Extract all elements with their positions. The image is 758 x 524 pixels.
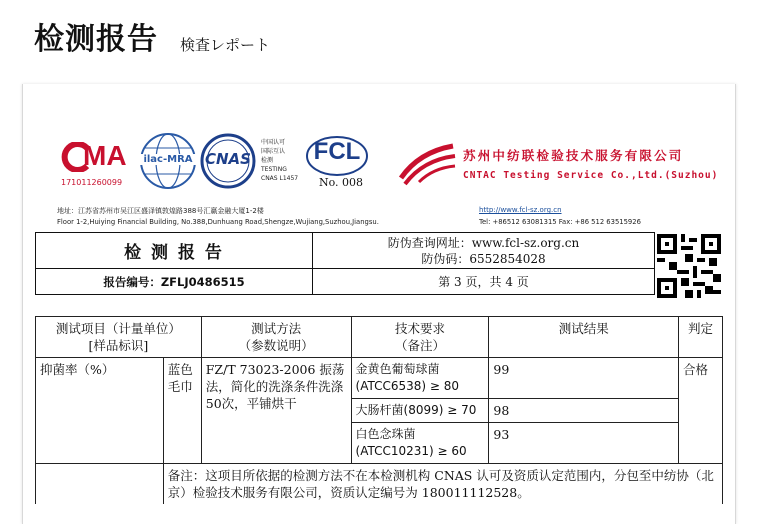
- result-cell: 93: [489, 423, 679, 464]
- report-number: 报告编号：ZFLJ0486515: [36, 269, 313, 295]
- cma-logo: [61, 142, 137, 194]
- table-row: [36, 358, 723, 399]
- cnas-text: CNAS: [205, 150, 251, 168]
- company-name-en: CNTAC Testing Service Co.,Ltd.(Suzhou): [463, 170, 719, 181]
- req-cell: 金黄色葡萄球菌(ATCC6538) ≥ 80: [351, 358, 489, 399]
- anti-fake-code: 防伪码：6552854028: [421, 251, 546, 266]
- recognition-line: TESTING: [261, 166, 287, 173]
- page-title: 检测报告: [34, 22, 158, 57]
- report-document: [22, 84, 736, 524]
- fcl-number: No. 008: [319, 176, 364, 189]
- result-cell: 98: [489, 399, 679, 423]
- page-subtitle: 検査レポート: [180, 36, 271, 54]
- report-header-table: [35, 232, 655, 295]
- cma-text: MA: [83, 140, 127, 171]
- col-header-item: 测试项目（计量单位）: [55, 321, 181, 336]
- result-cell: 99: [489, 358, 679, 399]
- req-cell: 白色念珠菌(ATCC10231) ≥ 60: [351, 423, 489, 464]
- verify-url: 防伪查询网址：www.fcl-sz.org.cn: [387, 235, 580, 250]
- cma-number: 171011260099: [61, 178, 123, 187]
- cnas-logo: [199, 132, 259, 192]
- ilac-text: ilac-MRA: [139, 154, 197, 165]
- sample-cell: 蓝色毛巾: [163, 358, 201, 464]
- req-cell: 大肠杆菌(8099) ≥ 70: [351, 399, 489, 423]
- col-header-judge: 判定: [679, 317, 723, 358]
- website-link[interactable]: http://www.fcl-sz.org.cn: [479, 206, 562, 214]
- col-header-method: 测试方法: [251, 321, 302, 336]
- col-header-req: 技术要求: [394, 321, 445, 336]
- method-cell: FZ/T 73023-2006 振荡法，简化的洗涤条件洗涤50次，平铺烘干: [201, 358, 351, 464]
- recognition-text: [261, 138, 298, 183]
- fcl-text: FCL: [313, 138, 361, 165]
- table-header-row: [36, 317, 723, 358]
- page-indicator: 第 3 页，共 4 页: [313, 269, 655, 295]
- tel-fax: Tel: +86512 63081315 Fax: +86 512 63515926: [479, 218, 641, 226]
- col-header-req-sub: （备注）: [394, 338, 445, 353]
- address-en: Floor 1-2,Huiying Financial Building, No.388,Dunhuang Road,Shengze,Wujiang,Suzhou,Jiangsu.: [57, 218, 379, 226]
- report-title: 检 测 报 告: [36, 233, 313, 269]
- note-cell: 备注：这项目所依据的检测方法不在本检测机构 CNAS 认可及资质认定范围内，分包至中纺协（北京）检验技术服务有限公司，资质认定编号为 180011112528。: [163, 464, 722, 505]
- col-header-method-sub: （参数说明）: [238, 338, 314, 353]
- cntac-logo-icon: [399, 142, 457, 186]
- note-row: [36, 464, 723, 505]
- qr-code-icon: [657, 234, 721, 298]
- fcl-logo: [305, 134, 375, 194]
- recognition-line: 国际互认: [261, 148, 286, 155]
- recognition-line: 中国认可: [261, 139, 286, 146]
- col-header-item-sub: [样品标识]: [88, 338, 149, 353]
- ilac-mra-logo: [139, 132, 199, 192]
- item-cell: 抑菌率（%）: [36, 358, 164, 464]
- address-cn: 地址：江苏省苏州市吴江区盛泽镇敦煌路388号汇赢金融大厦1-2楼: [57, 207, 264, 215]
- company-name-cn: 苏州中纺联检验技术服务有限公司: [463, 148, 684, 163]
- col-header-result: 测试结果: [489, 317, 679, 358]
- recognition-line: CNAS L1457: [261, 175, 299, 182]
- judge-cell: 合格: [679, 358, 723, 464]
- test-results-table: [35, 316, 723, 504]
- recognition-line: 检测: [261, 157, 274, 164]
